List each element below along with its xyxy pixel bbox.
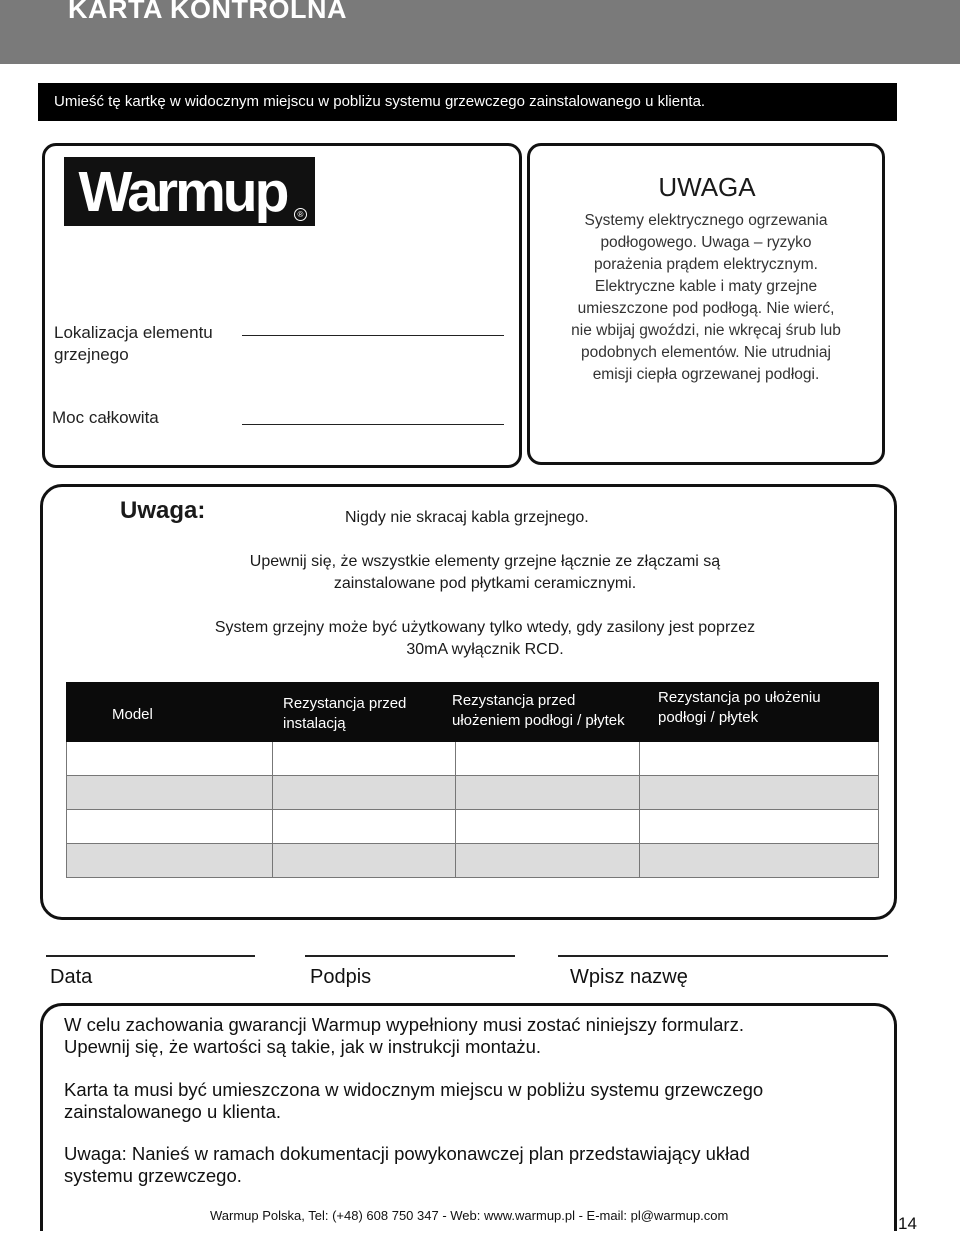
table-cell[interactable] [640,810,880,843]
logo-wordmark: Warmup [78,160,287,224]
table-cell[interactable] [67,844,273,877]
column-header-before-install [283,694,406,734]
warning-line: Elektryczne kable i maty grzejne [594,278,818,295]
column-header-model: Model [112,706,153,723]
table-cell[interactable] [273,844,456,877]
header-line: Rezystancja przed [283,695,407,712]
table-cell[interactable] [67,742,273,775]
info-paragraph-1 [64,1014,864,1058]
registered-mark: ® [294,208,307,221]
location-input-line[interactable] [242,335,504,336]
table-cell[interactable] [273,810,456,843]
table-cell[interactable] [67,776,273,809]
resistance-table [66,682,879,880]
caution-line-1: Nigdy nie skracaj kabla grzejnego. [345,509,589,526]
warning-line: umieszczone pod podłogą. Nie wierć, [577,300,835,317]
table-cell[interactable] [456,844,640,877]
table-cell[interactable] [456,776,640,809]
warning-line: podłogowego. Uwaga – ryzyko [600,234,812,251]
table-cell[interactable] [273,776,456,809]
table-cell[interactable] [273,742,456,775]
table-cell[interactable] [456,742,640,775]
warning-line: emisji ciepła ogrzewanej podłogi. [592,366,820,383]
table-header [66,682,879,742]
header-line: Rezystancja po ułożeniu [658,689,821,706]
warning-line: porażenia prądem elektrycznym. [594,256,818,273]
warmup-logo [64,157,315,226]
warning-title: UWAGA [658,172,756,202]
caution-line-2a: Upewnij się, że wszystkie elementy grzejne łącznie ze złączami są [249,553,721,570]
info-line: Upewnij się, że wartości są takie, jak w instrukcji montażu. [64,1036,542,1057]
table-cell[interactable] [640,844,880,877]
date-label: Data [50,966,93,988]
column-header-after-floor [658,688,821,728]
page-title: KARTA KONTROLNA [68,0,347,24]
warning-line: Systemy elektrycznego ogrzewania [584,212,828,229]
warning-line: nie wbijaj gwoździ, nie wkręcaj śrub lub [571,322,841,339]
header-line: podłogi / płytek [658,709,759,726]
table-cell[interactable] [456,810,640,843]
location-label-line1: Lokalizacja elementu [54,323,213,342]
info-line: Uwaga: Nanieś w ramach dokumentacji powykonawczej plan przedstawiający układ [64,1143,750,1164]
warning-line: podobnych elementów. Nie utrudniaj [581,344,831,361]
table-cell[interactable] [640,742,880,775]
table-cell[interactable] [640,776,880,809]
notice-text: Umieść tę kartkę w widocznym miejscu w pobliżu systemu grzewczego zainstalowanego u klienta. [54,93,706,110]
location-label [54,322,213,366]
header-line: ułożeniem podłogi / płytek [452,712,625,729]
caution-line-3 [130,617,840,661]
caution-line-2 [150,551,820,595]
table-cell[interactable] [67,810,273,843]
warning-text [548,210,864,386]
location-label-line2: grzejnego [54,345,129,364]
name-label: Wpisz nazwę [570,966,688,988]
caution-title: Uwaga: [120,497,206,524]
header-line: instalacją [283,715,346,732]
caution-line-3b: 30mA wyłącznik RCD. [406,641,564,658]
info-paragraph-3 [64,1143,864,1187]
signature-label: Podpis [310,966,372,988]
signature-input-line[interactable] [305,955,515,957]
footer-contact: Warmup Polska, Tel: (+48) 608 750 347 - Web: www.warmup.pl - E-mail: pl@warmup.com [210,1208,729,1223]
info-line: Karta ta musi być umieszczona w widocznym miejscu w pobliżu systemu grzewczego [64,1079,764,1100]
date-input-line[interactable] [46,955,255,957]
caution-line-3a: System grzejny może być użytkowany tylko wtedy, gdy zasilony jest poprzez [214,619,756,636]
info-line: zainstalowanego u klienta. [64,1101,282,1122]
info-line: systemu grzewczego. [64,1165,242,1186]
power-input-line[interactable] [242,424,504,425]
name-input-line[interactable] [558,955,888,957]
header-line: Rezystancja przed [452,692,576,709]
info-paragraph-2 [64,1079,864,1123]
info-line: W celu zachowania gwarancji Warmup wypełniony musi zostać niniejszy formularz. [64,1014,744,1035]
table-row [66,742,879,776]
notice-banner [38,83,897,121]
page-number: 14 [898,1214,917,1233]
column-header-before-floor [452,691,625,731]
table-row [66,844,879,878]
power-label: Moc całkowita [52,408,159,427]
table-row [66,810,879,844]
table-row [66,776,879,810]
caution-line-2b: zainstalowane pod płytkami ceramicznymi. [333,575,637,592]
